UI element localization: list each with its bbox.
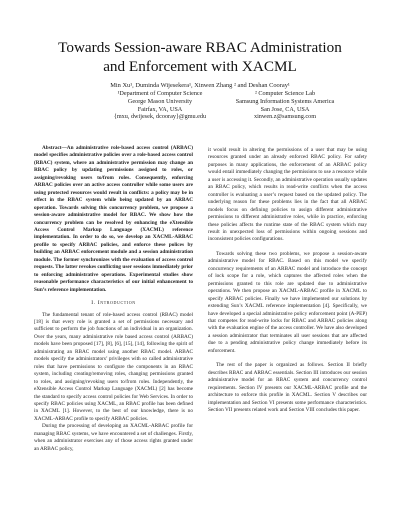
title-line-1: Towards Session-aware RBAC Administration (58, 39, 342, 56)
body-paragraph: During the processing of developing an XACML-ARBAC profile for managing RBAC systems, we have encountered a set of challenges. Firstly, when an administrator exercises any of those access rights granted under an ARBAC policy, (34, 423, 193, 452)
body-paragraph: The rest of the paper is organized as follows. Section II briefly describes RBAC and ARBAC essentials. Section III introduces our session administrative model for an RBAC system and concurrency control requirements. Section IV presents our XACML-ARBAC profile and the architecture to enforce this profile in XACML. Section V describes our implementation and Section VI presents some performance characteristics. Section VII presents related work and Section VIII concludes this paper. (208, 362, 367, 413)
affiliation-line: Fairfax, VA, USA (137, 105, 183, 113)
abstract: Abstract—An administrative role-based access control (ARBAC) model specifies administrative policies over a role-based access control (RBAC) system, where an administrative permission may change an RBAC policy by updating permissions assigned to roles, or assigning/revoking users to/from roles. Consequently, enforcing ARBAC policies over an active access controller while some users are using protected resources would result in conflicts: a policy may be in effect in the RBAC system while being updated by an ARBAC operation. Towards solving this concurrency problem, we propose a session-aware administrative model for RBAC. We show how the concurrency problem can be resolved by enhancing the eXtensible Access Control Markup Language (XACML) reference implementation. In order to do so, we develop an XACML-ARBAC profile to specify ARBAC policies, and enforce these polices by building an ARBAC enforcement module and a session administration module. The former synchronizes with the evaluation of access control requests. The latter revokes conflicting user sessions immediately prior to enforcing administrative operations. Experimental studies show reasonable performance characteristics of our initial enhancement to Sun’s reference implementation. (34, 145, 193, 293)
affiliation-email: xinwen.z@samsung.com (253, 113, 317, 121)
body-paragraph: Towards solving these two problems, we propose a session-aware administrative model for RBAC. Based on this model we specify concurrency requirements of an ARBAC model and introduce the concept of lock scope for a role, which captures the affected roles when the permissions granted to this role are updated due to administrative operations. We then propose an XACML-ARBAC profile in XACML to specify ARBAC policies. Finally we have implemented our solutions by extending Sun’s XACML reference implementation [4]. Specifically, we have developed a special administrative policy enforcement point (A-PEP) that competes for read-write locks for RBAC and ARBAC policies along with the evaluation engine of the access controller. We have also developed a session administrator that terminates all user sessions that are affected due to a pending administrative policy change immediately before its enforcement. (208, 250, 367, 354)
left-column (34, 145, 193, 453)
affiliation-line: George Mason University (127, 97, 193, 105)
body-paragraph: The fundamental tenant of role-based access control (RBAC) model [18] is that every role is granted a set of permissions necessary and sufficient to perform the job functions of an individual in an organization. Over the years, many administrative role based access control (ARBAC) models have been proposed [17], [8], [6], [15], [14], following the spirit of administrating an RBAC model using another RBAC model. ARBAC models specify the administrators’ privileges with so called administrative roles that have permissions to configure the components in an RBAC system, including creating/removing roles, changing permissions granted to roles, and assigning/revoking users to/from roles. Independently, the eXtensible Access Control Markup Language (XACML) [2] has become the standard to specify access control policies for Web Services. In order to specify RBAC policies using XACML, an RBAC profile has been defined in XACML [1]. However, to the best of our knowledge, there is no XACML-ARBAC profile to specify ARBAC policies. (34, 311, 193, 422)
body-paragraph: it would result in altering the permissions of a user that may be using resources granted under an already enforced RBAC policy. For safety purposes in many applications, the enforcement of an ARBAC policy would entail immediately changing the permissions to use a resource while a user is accessing it. Secondly, an administrative operation usually updates an RBAC policy, which results in read-write conflicts when the access controller is evaluating a user’s request based on the updated policy. The underlying reason for these problems lies in the fact that all ARBAC models focus on defining policies to assign different administrative permissions to different administrative roles, while in practice, enforcing these policies affects the runtime state of the RBAC system which may result in unexpected loss of permissions within ongoing sessions and inconsistent policies configurations. (208, 147, 367, 243)
affiliation-email: {mxu, dwijesek, dcooray}@gmu.edu (113, 113, 207, 121)
section-heading: I. Introduction (91, 300, 136, 307)
author-list: Min Xu¹, Duminda Wijesekera¹, Xinwen Zhang ² and Deshan Cooray¹ (110, 82, 290, 89)
paper-title (20, 38, 380, 76)
right-column (208, 147, 367, 414)
affiliation-gmu (105, 90, 215, 121)
affiliation-line: Samsung Information Systems America (235, 97, 335, 105)
affiliation-line: ² Computer Science Lab (254, 90, 316, 97)
affiliation-line: ¹Department of Computer Science (117, 90, 203, 97)
title-line-2: and Enforcement with XACML (103, 58, 297, 75)
affiliation-line: San Jose, CA, USA (260, 105, 310, 113)
affiliation-samsung (225, 90, 345, 121)
